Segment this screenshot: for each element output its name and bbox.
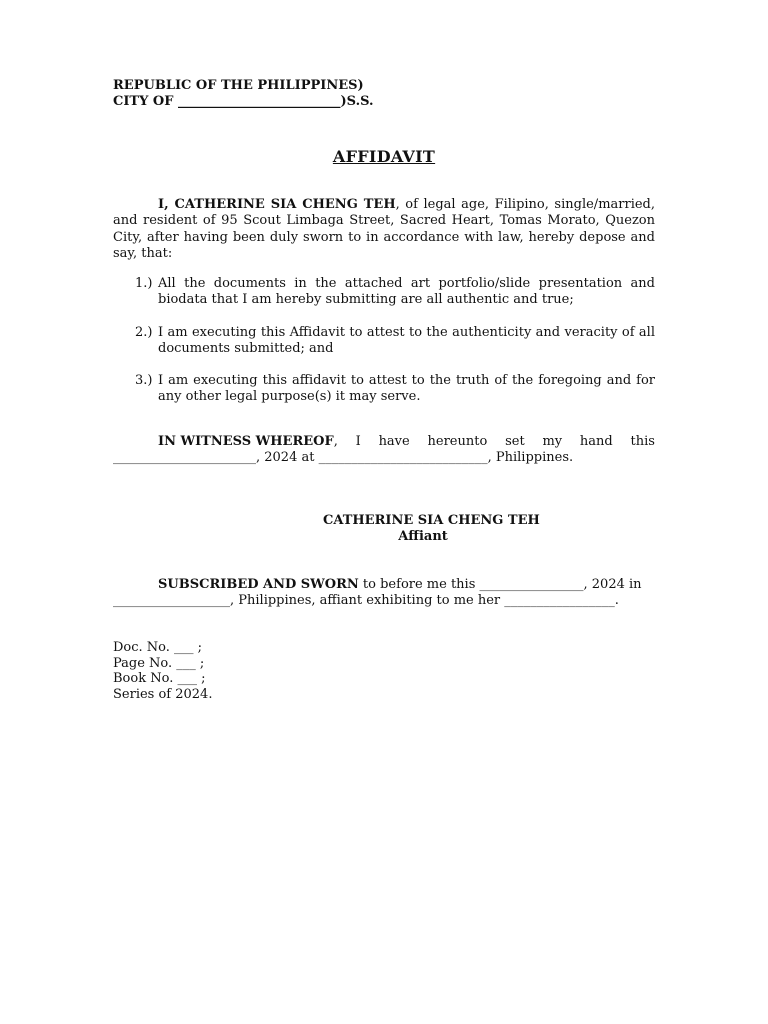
witness-clause [113, 434, 655, 467]
venue-caption [113, 78, 374, 110]
witness-word: hand [579, 434, 613, 449]
witness-word: my [542, 434, 563, 449]
list-item [135, 276, 655, 309]
notarial-register [113, 640, 212, 703]
page-number: Page No. ___ ; [113, 655, 205, 671]
document-title: AFFIDAVIT [332, 147, 436, 166]
witness-lead-group [158, 434, 338, 450]
witness-word: this [630, 434, 655, 449]
intro-paragraph [113, 197, 655, 262]
witness-word: set [505, 434, 525, 449]
list-item [135, 373, 655, 406]
intro-text: , of legal age, Filipino, single/married, and resident of 95 Scout Limbaga Street, Sacred Heart, Tomas Morato, Quezon City, after having been duly sworn to in accordance with law, hereby depose and say, that: [113, 197, 655, 261]
item-text: I am executing this Affidavit to attest to the authenticity and veracity of all documents submitted; and [158, 324, 655, 356]
item-text: I am executing this affidavit to attest to the truth of the foregoing and for any other legal purpose(s) it may serve. [158, 373, 655, 405]
witness-word: have [378, 434, 410, 449]
item-text: All the documents in the attached art portfolio/slide presentation and biodata that I am hereby submitting are all authentic and true; [158, 276, 655, 308]
jurat-lead: SUBSCRIBED AND SWORN [158, 577, 359, 592]
item-number: 3.) [135, 373, 153, 389]
witness-lead: IN WITNESS WHEREOF [158, 434, 334, 449]
jurat-clause [113, 577, 655, 610]
signatory-role: Affiant [398, 529, 448, 544]
witness-line-2: ______________________, 2024 at __________________________, Philippines. [113, 450, 574, 466]
jurat-line-1 [113, 577, 655, 593]
affiant-name-intro: I, CATHERINE SIA CHENG TEH [158, 197, 396, 212]
jurat-line-2: __________________, Philippines, affiant exhibiting to me her _________________. [113, 593, 619, 609]
item-number: 2.) [135, 324, 153, 340]
caption-republic: REPUBLIC OF THE PHILIPPINES) [113, 78, 364, 93]
signatory-name: CATHERINE SIA CHENG TEH [323, 513, 540, 528]
jurat-text: to before me this ________________, 2024 in [358, 577, 642, 592]
doc-number: Doc. No. ___ ; [113, 640, 203, 655]
statement-list [135, 276, 655, 406]
witness-word: hereunto [427, 434, 488, 449]
item-number: 1.) [135, 276, 153, 291]
book-number: Book No. ___ ; [113, 671, 206, 687]
witness-line-1 [113, 434, 655, 450]
series-year: Series of 2024. [113, 687, 213, 703]
signature-block [323, 513, 540, 545]
list-item [135, 325, 655, 358]
witness-word: I [355, 434, 361, 449]
witness-comma: , [333, 434, 338, 449]
caption-city: CITY OF _________________________)S.S. [113, 94, 374, 109]
